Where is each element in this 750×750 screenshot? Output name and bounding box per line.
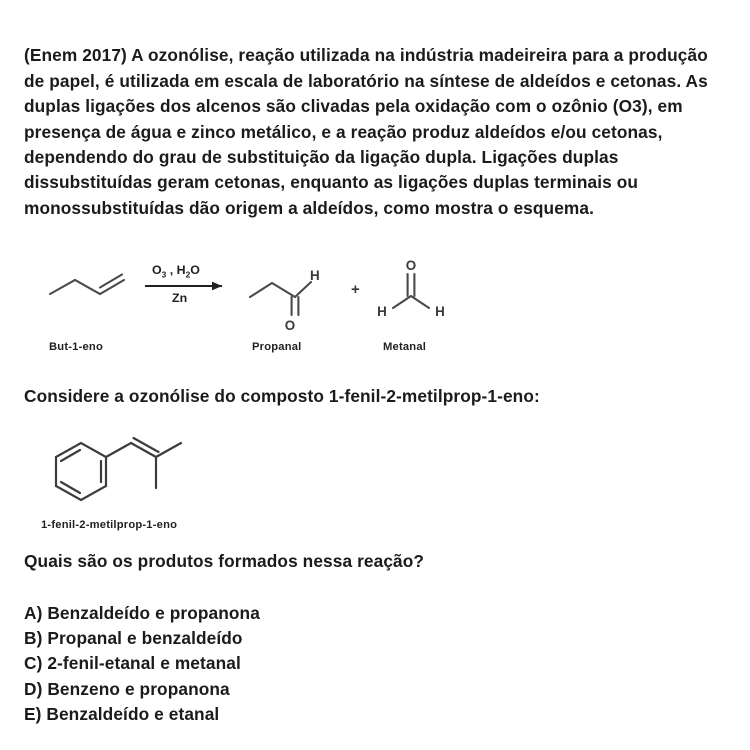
answer-option-c[interactable]: C) 2-fenil-etanal e metanal (24, 653, 241, 674)
metanal-hydrogen-left-label: H (377, 304, 387, 319)
arrow-head (212, 282, 222, 291)
propanal-oxygen-label: O (284, 318, 296, 333)
propanal-hydrogen-label: H (310, 268, 320, 283)
consider-prompt-line: Considere a ozonólise do composto 1-fenil-2-metilprop-1-eno: (24, 386, 540, 406)
answer-options-list (24, 601, 524, 727)
reagent-above-label: $O_3$ , $H_2O$ (152, 263, 200, 280)
label-1-fenil-2-metilprop-1-eno: 1-fenil-2-metilprop-1-eno (41, 519, 178, 531)
answer-option-e[interactable]: E) Benzaldeído e etanal (24, 703, 220, 724)
label-but-1-eno: But-1-eno (49, 341, 104, 353)
question-prompt-line: Quais são os produtos formados nessa reação? (24, 551, 425, 571)
reaction-scheme-example (0, 252, 750, 367)
reagent-below-label: Zn (172, 291, 188, 305)
structure-propanal (250, 268, 320, 333)
label-metanal: Metanal (383, 341, 427, 353)
answer-option-d[interactable]: D) Benzeno e propanona (24, 678, 230, 699)
metanal-hydrogen-right-label: H (435, 304, 445, 319)
plus-sign: + (351, 281, 360, 298)
question-intro-paragraph (24, 43, 730, 221)
intro-body-text: A ozonólise, reação utilizada na indústria madeireira para a produção de papel, é utilizada em escala de laboratório na síntese de aldeídos e cetonas. As duplas ligações dos alcenos são clivadas pela oxidação com o ozônio (O3), em presença de água e zinco metálico, e a reação produz aldeídos e/ou cetonas, dependendo do grau de substituição da ligação dupla. Ligações duplas dissubstituídas geram cetonas, enquanto as ligações duplas terminais ou monossubstituídas dão origem a aldeídos, como mostra o esquema. (24, 45, 708, 218)
exam-source-tag: (Enem 2017) (24, 45, 127, 66)
structure-metanal (377, 258, 445, 319)
label-propanal: Propanal (252, 341, 302, 353)
structure-but-1-ene (50, 275, 124, 368)
alkene-chain (106, 438, 181, 488)
reaction-arrow-group (145, 263, 222, 305)
answer-option-b[interactable]: B) Propanal e benzaldeído (24, 628, 243, 649)
metanal-oxygen-label: O (405, 258, 417, 273)
answer-option-a[interactable]: A) Benzaldeído e propanona (24, 603, 260, 623)
benzene-ring (56, 443, 106, 500)
structure-1-fenil-2-metilprop-1-eno-group (0, 416, 420, 541)
